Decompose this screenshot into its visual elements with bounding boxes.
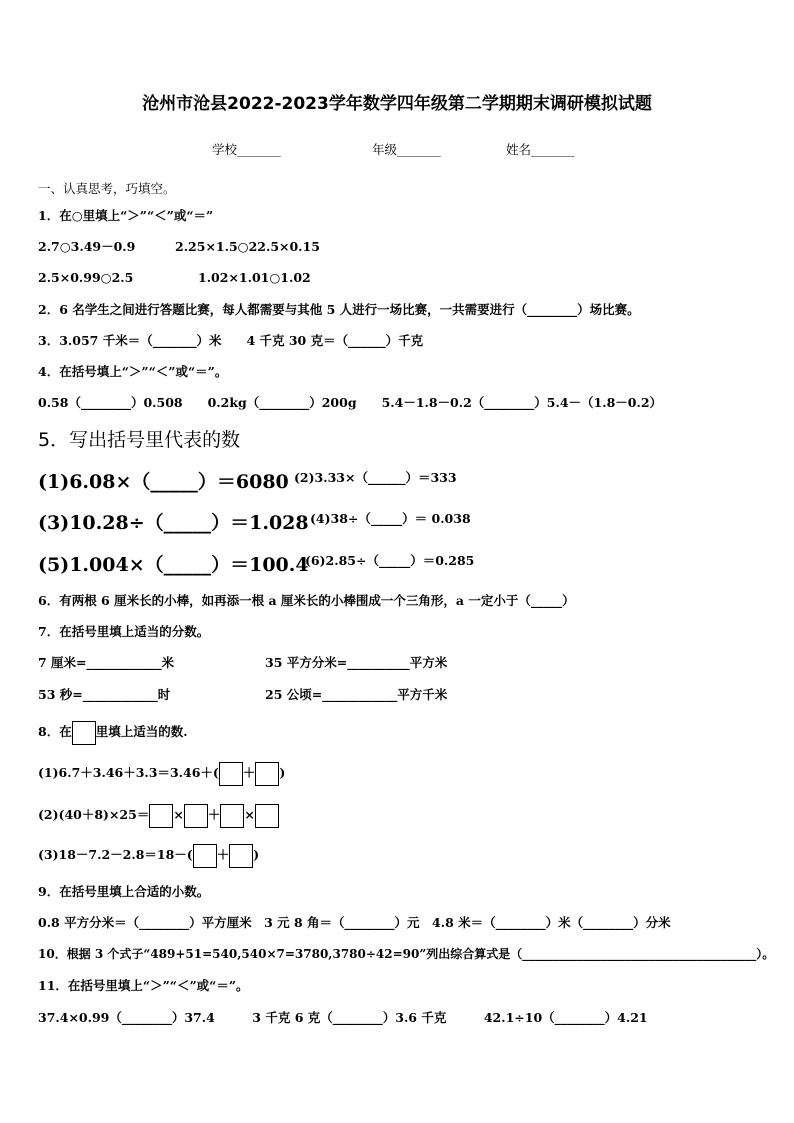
q11-heading: 11．在括号里填上“＞”“＜”或“＝”。 bbox=[38, 978, 249, 993]
q8-line-2: (2)(40＋8)×25＝ × ＋ × bbox=[38, 802, 279, 828]
q10-question: 10．根据 3 个式子“489+51=540,540×7=3780,3780÷42=90”列出综合算式是（_______________________________________）。 bbox=[38, 947, 775, 961]
q7-item: 53 秒=____________时 bbox=[38, 687, 171, 702]
q7-heading: 7．在括号里填上适当的分数。 bbox=[38, 624, 210, 639]
q3-question: 3．3.057 千米＝（_______）米 4 千克 30 克＝（______）千克 bbox=[38, 333, 424, 348]
q5-item: (2)3.33×（______）＝333 bbox=[294, 470, 457, 485]
q5-heading: 5．写出括号里代表的数 bbox=[38, 429, 241, 451]
q5-item: (6)2.85÷（_____）＝0.285 bbox=[305, 553, 475, 568]
name-field[interactable]: 姓名_______ bbox=[506, 142, 575, 157]
q5-item: (4)38÷（_____）＝ 0.038 bbox=[310, 511, 471, 526]
q5-item: (1)6.08×（_____）＝6080 bbox=[38, 471, 289, 493]
school-field[interactable]: 学校_______ bbox=[212, 142, 281, 157]
q5-item: (3)10.28÷（_____）＝1.028 bbox=[38, 512, 309, 534]
answer-box[interactable] bbox=[72, 721, 96, 745]
q7-item: 7 厘米=____________米 bbox=[38, 655, 175, 670]
q8-line-1: (1)6.7＋3.46＋3.3＝3.46＋( ＋ ) bbox=[38, 760, 285, 786]
answer-box[interactable] bbox=[229, 844, 253, 868]
q8-line-3: (3)18－7.2－2.8＝18－( ＋ ) bbox=[38, 842, 259, 868]
q9-row: 0.8 平方分米＝（________）平方厘米 3 元 8 角＝（________）元 4.8 米＝（________）米（________）分米 bbox=[38, 915, 671, 930]
grade-field[interactable]: 年级_______ bbox=[372, 142, 441, 157]
q5-item: (5)1.004×（_____）＝100.4 bbox=[38, 554, 309, 576]
answer-box[interactable] bbox=[220, 804, 244, 828]
q8-heading: 8．在 里填上适当的数. bbox=[38, 719, 188, 745]
q6-question: 6．有两根 6 厘米长的小棒，如再添一根 a 厘米长的小棒围成一个三角形，a 一定小于（_____） bbox=[38, 593, 575, 608]
section-heading: 一、认真思考，巧填空。 bbox=[38, 181, 176, 196]
q4-row: 0.58（________）0.508 0.2kg（________）200g 5.4－1.8－0.2（________）5.4－（1.8－0.2） bbox=[38, 395, 663, 410]
answer-box[interactable] bbox=[193, 844, 217, 868]
q11-row: 37.4×0.99（________）37.4 3 千克 6 克（________）3.6 千克 42.1÷10（________）4.21 bbox=[38, 1010, 648, 1025]
answer-box[interactable] bbox=[255, 762, 279, 786]
q1-item: 2.7○3.49－0.9 bbox=[38, 239, 136, 254]
answer-box[interactable] bbox=[184, 804, 208, 828]
q2-question: 2．6 名学生之间进行答题比赛，每人都需要与其他 5 人进行一场比赛，一共需要进行（________）场比赛。 bbox=[38, 302, 640, 317]
q4-heading: 4．在括号填上“＞”“＜”或“＝”。 bbox=[38, 364, 228, 379]
q9-heading: 9．在括号里填上合适的小数。 bbox=[38, 884, 210, 899]
answer-box[interactable] bbox=[219, 762, 243, 786]
page-title: 沧州市沧县2022-2023学年数学四年级第二学期期末调研模拟试题 bbox=[142, 94, 652, 114]
answer-box[interactable] bbox=[255, 804, 279, 828]
q7-item: 35 平方分米=__________平方米 bbox=[265, 655, 448, 670]
q1-item: 1.02×1.01○1.02 bbox=[198, 270, 311, 285]
q1-heading: 1．在○里填上“＞”“＜”或“＝” bbox=[38, 208, 214, 223]
answer-box[interactable] bbox=[149, 804, 173, 828]
q7-item: 25 公顷=____________平方千米 bbox=[265, 687, 448, 702]
q1-item: 2.25×1.5○22.5×0.15 bbox=[175, 239, 320, 254]
q1-item: 2.5×0.99○2.5 bbox=[38, 270, 134, 285]
